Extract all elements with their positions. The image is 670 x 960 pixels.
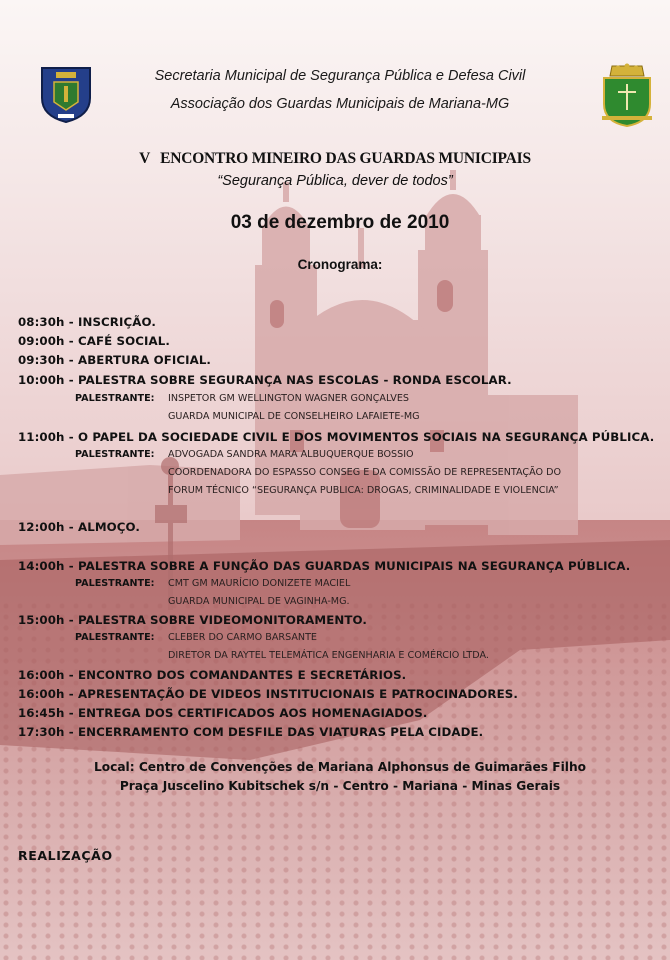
speaker-label: PALESTRANTE: [75,578,155,589]
schedule-item: 15:00h - PALESTRA SOBRE VIDEOMONITORAMENTO. [18,613,367,627]
speaker-label: PALESTRANTE: [75,449,155,460]
schedule-item: 09:00h - CAFÉ SOCIAL. [18,334,170,348]
header-associacao: Associação dos Guardas Municipais de Mariana-MG [170,96,510,112]
speaker-label: PALESTRANTE: [75,393,155,404]
location-address: Praça Juscelino Kubitschek s/n - Centro - Mariana - Minas Gerais [119,779,561,793]
event-motto: “Segurança Pública, dever de todos” [217,173,453,189]
speaker-line: ADVOGADA SANDRA MARA ALBUQUERQUE BOSSIO [168,449,414,460]
schedule-item: 14:00h - PALESTRA SOBRE A FUNÇÃO DAS GUARDAS MUNICIPAIS NA SEGURANÇA PÚBLICA. [18,559,631,573]
schedule-item: 08:30h - INSCRIÇÃO. [18,315,156,329]
schedule-item: 16:45h - ENTREGA DOS CERTIFICADOS AOS HOMENAGIADOS. [18,706,428,720]
schedule-item: 09:30h - ABERTURA OFICIAL. [18,353,212,367]
guard-shield-emblem [38,62,94,124]
speaker-line: GUARDA MUNICIPAL DE VAGINHA-MG. [168,596,350,607]
realizacao-label: REALIZAÇÃO [18,848,113,863]
schedule-item: 10:00h - PALESTRA SOBRE SEGURANÇA NAS ESCOLAS - RONDA ESCOLAR. [18,373,512,387]
speaker-line: GUARDA MUNICIPAL DE CONSELHEIRO LAFAIETE-MG [168,411,420,422]
event-title [0,150,670,168]
speaker-line: CLEBER DO CARMO BARSANTE [168,632,317,643]
schedule-item: 11:00h - O PAPEL DA SOCIEDADE CIVIL E DOS MOVIMENTOS SOCIAIS NA SEGURANÇA PÚBLICA. [18,430,655,444]
speaker-label: PALESTRANTE: [75,632,155,643]
green-crest-emblem [598,62,656,128]
speaker-line: INSPETOR GM WELLINGTON WAGNER GONÇALVES [168,393,409,404]
speaker-line: FORUM TÉCNICO “SEGURANÇA PUBLICA: DROGAS, CRIMINALIDADE E VIOLENCIA” [168,485,559,496]
header-secretaria: Secretaria Municipal de Segurança Pública e Defesa Civil [154,68,526,84]
event-date: 03 de dezembro de 2010 [230,212,450,233]
schedule-item: 17:30h - ENCERRAMENTO COM DESFILE DAS VIATURAS PELA CIDADE. [18,725,484,739]
location-venue: Local: Centro de Convenções de Mariana Alphonsus de Guimarães Filho [93,760,587,774]
speaker-line: CMT GM MAURÍCIO DONIZETE MACIEL [168,578,351,589]
schedule-heading: Cronograma: [297,257,383,272]
speaker-line: DIRETOR DA RAYTEL TELEMÁTICA ENGENHARIA E COMÉRCIO LTDA. [168,650,489,661]
schedule-item: 16:00h - ENCONTRO DOS COMANDANTES E SECRETÁRIOS. [18,668,407,682]
speaker-line: COORDENADORA DO ESPASSO CONSEG E DA COMISSÃO DE REPRESENTAÇÃO DO [168,467,562,478]
event-number: V [139,150,151,167]
schedule-item: 16:00h - APRESENTAÇÃO DE VIDEOS INSTITUCIONAIS E PATROCINADORES. [18,687,518,701]
schedule-item: 12:00h - ALMOÇO. [18,520,141,534]
event-title-text: ENCONTRO MINEIRO DAS GUARDAS MUNICIPAIS [160,150,531,167]
